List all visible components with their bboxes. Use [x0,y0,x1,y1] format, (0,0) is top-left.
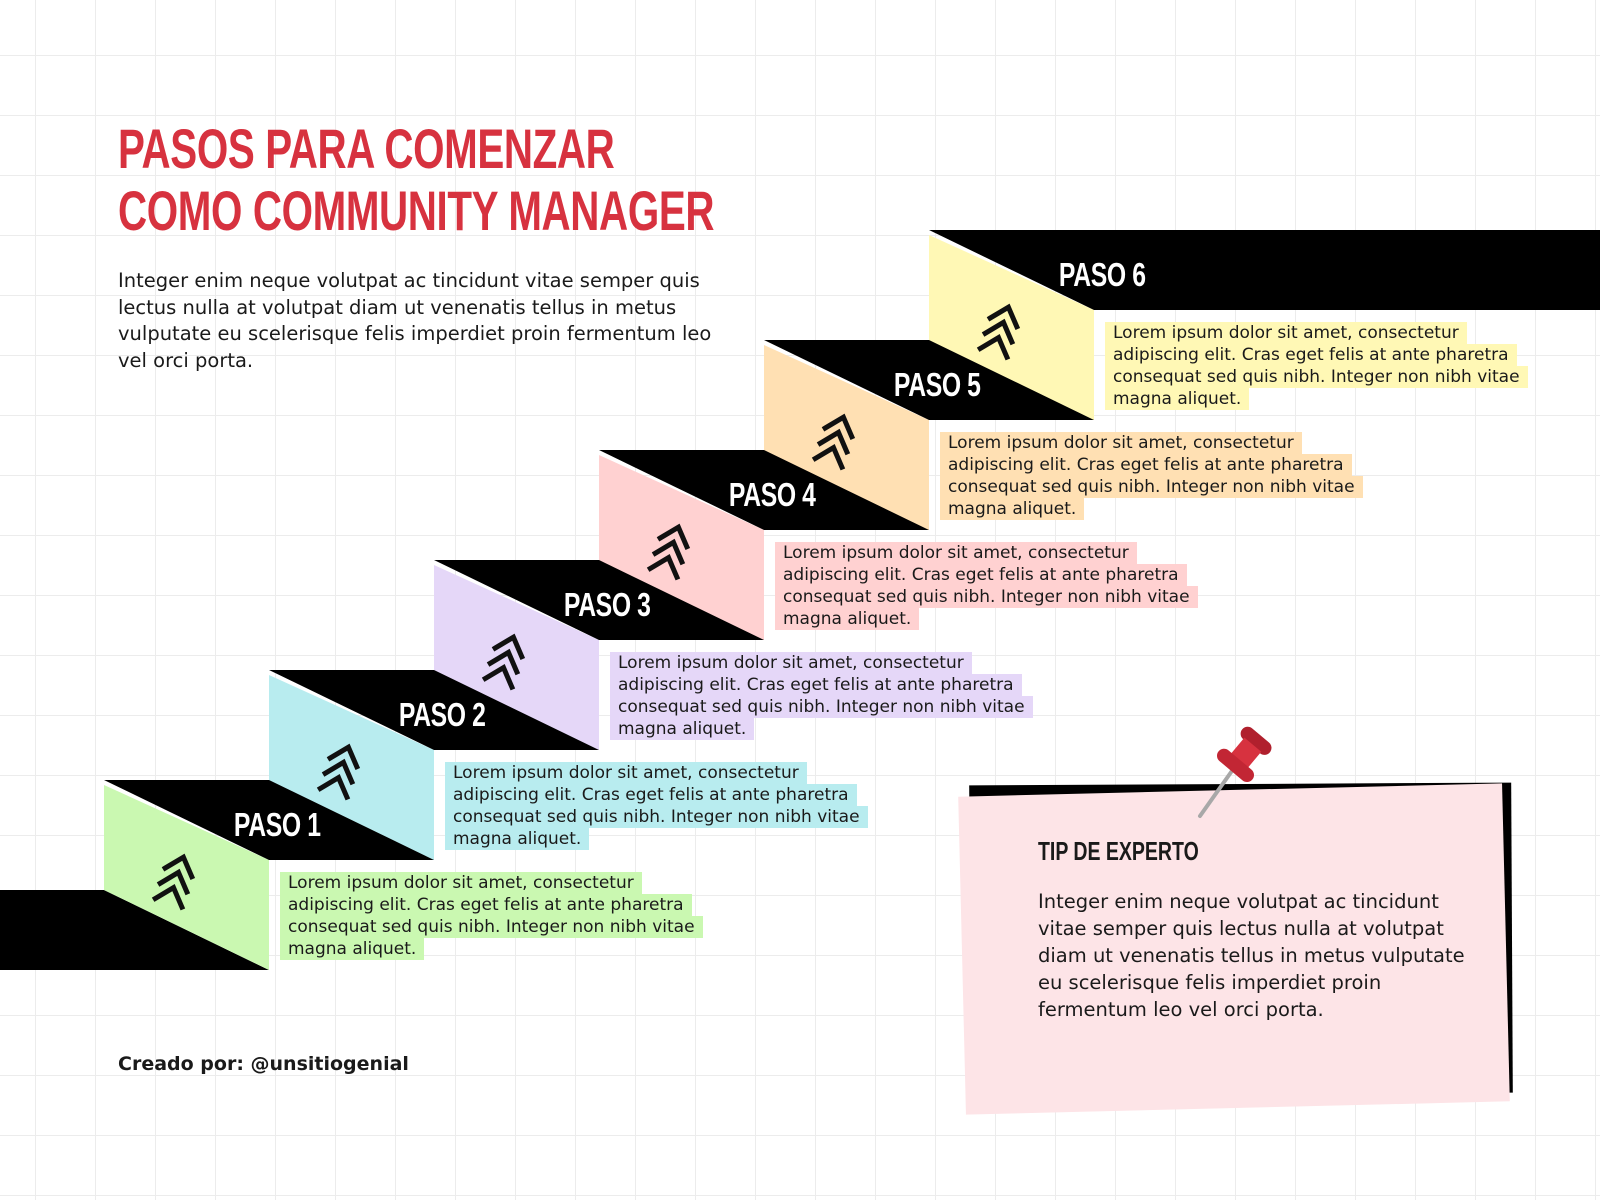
step-description-4 [775,542,1215,630]
step-label: PASO 5 [893,367,981,404]
step-description-5 [940,432,1380,520]
page-title-line-1: PASOS PARA COMENZAR [118,117,615,180]
step-description-text: Lorem ipsum dolor sit amet, consectetur adipiscing elit. Cras eget felis at ante pharetra consequat sed quis nibh. Integer non nibh vitae magna aliquet. [445,762,868,850]
step-description-2 [445,762,885,850]
step-label: PASO 2 [398,697,486,734]
step-label: PASO 4 [728,477,816,514]
credit-text: Creado por: @unsitiogenial [118,1053,409,1075]
expert-tip-note [960,720,1520,1120]
pushpin-icon [1192,720,1282,820]
step-label: PASO 6 [1058,257,1146,294]
step-label: PASO 1 [233,807,321,844]
intro-paragraph: Integer enim neque volutpat ac tincidunt vitae semper quis lectus nulla at volutpat diam ut venenatis tellus in metus vulputate eu scelerisque felis imperdiet proin fermentum leo vel orci porta. [118,269,712,372]
step-description-6 [1105,322,1545,410]
step-description-text: Lorem ipsum dolor sit amet, consectetur adipiscing elit. Cras eget felis at ante pharetra consequat sed quis nibh. Integer non nibh vitae magna aliquet. [1105,322,1528,410]
step-description-1 [280,872,720,960]
step-label: PASO 3 [563,587,651,624]
step-description-text: Lorem ipsum dolor sit amet, consectetur adipiscing elit. Cras eget felis at ante pharetra consequat sed quis nibh. Integer non nibh vitae magna aliquet. [280,872,703,960]
tip-title: TIP DE EXPERTO [1038,836,1199,866]
step-description-text: Lorem ipsum dolor sit amet, consectetur adipiscing elit. Cras eget felis at ante pharetra consequat sed quis nibh. Integer non nibh vitae magna aliquet. [940,432,1363,520]
tip-text: Integer enim neque volutpat ac tincidunt vitae semper quis lectus nulla at volutpat diam ut venenatis tellus in metus vulputate eu scelerisque felis imperdiet proin fermentum leo vel orci porta. [1038,890,1465,1021]
page-title-line-2: COMO COMMUNITY MANAGER [118,179,715,242]
step-description-text: Lorem ipsum dolor sit amet, consectetur adipiscing elit. Cras eget felis at ante pharetra consequat sed quis nibh. Integer non nibh vitae magna aliquet. [775,542,1198,630]
step-description-text: Lorem ipsum dolor sit amet, consectetur adipiscing elit. Cras eget felis at ante pharetra consequat sed quis nibh. Integer non nibh vitae magna aliquet. [610,652,1033,740]
